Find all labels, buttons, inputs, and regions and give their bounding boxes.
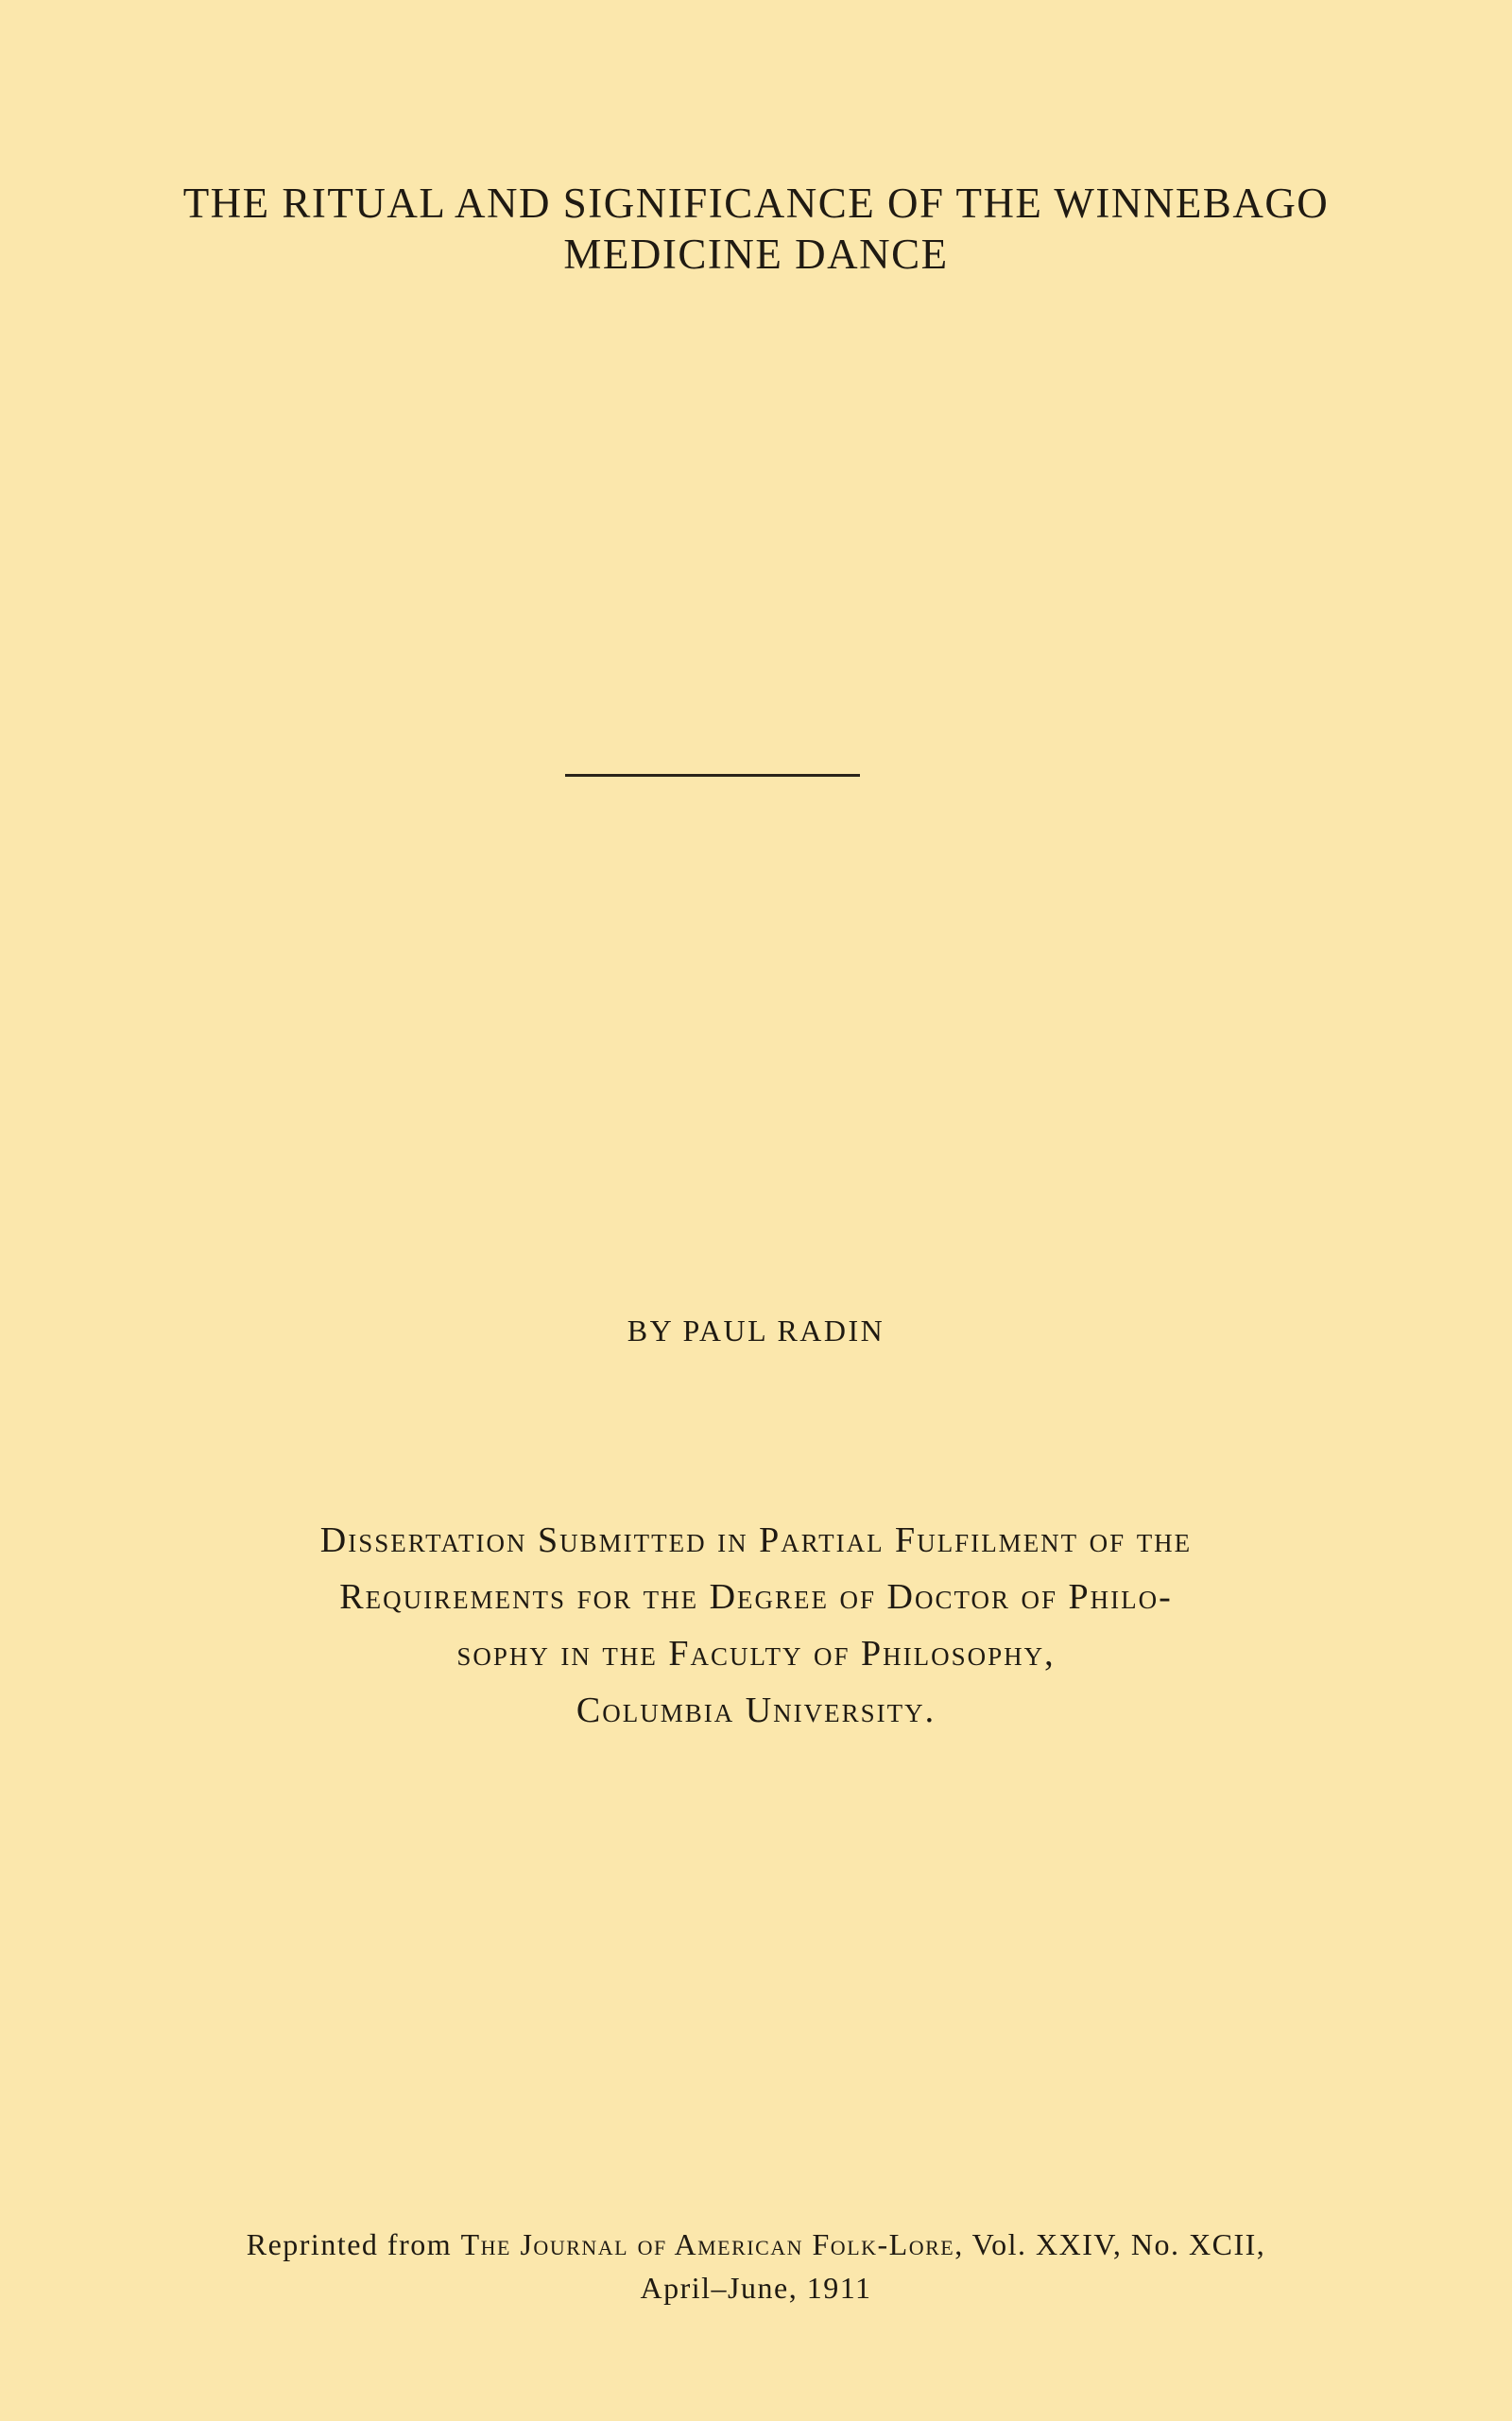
reprint-prefix: Reprinted from bbox=[246, 2227, 461, 2261]
dissertation-line-4: Columbia University. bbox=[576, 1691, 936, 1730]
publication-date: April–June, 1911 bbox=[640, 2271, 872, 2305]
dissertation-line-1: Dissertation Submitted in Partial Fulfilment of the bbox=[319, 1520, 1193, 1560]
volume-number: , Vol. XXIV, No. XCII, bbox=[954, 2227, 1266, 2261]
divider-rule bbox=[565, 774, 860, 777]
document-title bbox=[0, 178, 1512, 280]
journal-name: The Journal of American Folk-Lore bbox=[460, 2227, 955, 2261]
dissertation-line-3: sophy in the Faculty of Philosophy, bbox=[456, 1634, 1056, 1674]
author-line: BY PAUL RADIN bbox=[627, 1314, 885, 1348]
dissertation-line-2: Requirements for the Degree of Doctor of Philo- bbox=[339, 1577, 1173, 1617]
title-line-2: MEDICINE DANCE bbox=[563, 231, 949, 278]
reprint-note bbox=[0, 2223, 1512, 2309]
title-line-1: THE RITUAL AND SIGNIFICANCE OF THE WINNEBAGO bbox=[182, 180, 1330, 227]
reprint-source-line bbox=[0, 2223, 1512, 2266]
dissertation-statement bbox=[0, 1512, 1512, 1739]
